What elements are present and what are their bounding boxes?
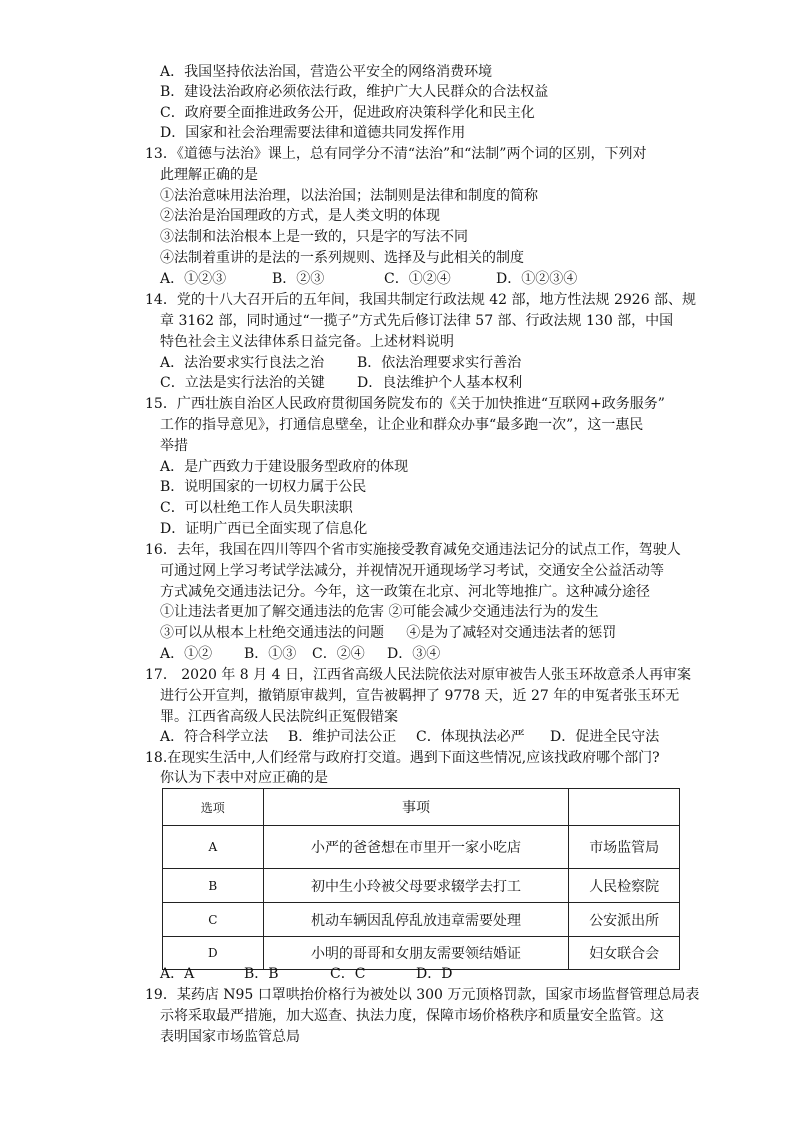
q14-stem-line3: 特色社会主义法律体系日益完备。上述材料说明 [160, 334, 454, 350]
q13-stem-line1: 13．《道德与法治》课上，总有同学分不清“法治”和“法制”两个词的区别，下列对 [145, 146, 647, 162]
q14-options-row1 [160, 353, 521, 373]
q16-stem-line2: 可通过网上学习考试学法减分，并视情况开通现场学习考试，交通安全公益活动等 [160, 563, 664, 579]
q13-stem-line2: 此理解正确的是 [160, 167, 258, 183]
table-header-row [163, 789, 680, 826]
q15-stem-line1: 15．广西壮族自治区人民政府贯彻国务院发布的《关于加快推进“互联网+政务服务” [145, 396, 665, 412]
table-cell-matter: 小明的哥哥和女朋友需要领结婚证 [263, 937, 569, 970]
q15-option-a: A．是广西致力于建设服务型政府的体现 [160, 459, 409, 475]
q16-option-a: A．①② [160, 646, 213, 662]
q14-option-a: A．法治要求实行良法之治 [160, 355, 325, 371]
q19-stem-line1: 19．某药店 N95 口罩哄抬价格行为被处以 300 万元顶格罚款，国家市场监督管理总局表 [145, 987, 700, 1003]
q17-stem-line1: 17． 2020 年 8 月 4 日，江西省高级人民法院依法对原审被告人张玉环故意杀人再审案 [145, 667, 691, 683]
q18-option-c: C．C [330, 966, 366, 982]
q18-option-b: B．B [244, 966, 279, 982]
table-cell-option: D [163, 937, 264, 970]
q15-option-d: D．证明广西已全面实现了信息化 [160, 521, 368, 537]
q16-statements-3-4: ③可以从根本上杜绝交通违法的问题 ④是为了减轻对交通违法者的惩罚 [160, 625, 617, 641]
table-cell-option: B [163, 869, 264, 903]
table-cell-department: 人民检察院 [569, 869, 680, 903]
q18-option-d: D．D [416, 966, 453, 982]
q16-options [160, 644, 440, 664]
table-row [163, 903, 680, 937]
q19-stem-line3: 表明国家市场监管总局 [160, 1029, 300, 1045]
table-header-department [569, 789, 680, 826]
q15-option-b: B．说明国家的一切权力属于公民 [160, 479, 367, 495]
q17-option-d: D．促进全民守法 [550, 729, 660, 745]
table-cell-department: 妇女联合会 [569, 937, 680, 970]
q18-options [160, 964, 452, 984]
q15-option-c: C．可以杜绝工作人员失职渎职 [160, 500, 353, 516]
q12-option-c: C．政府要全面推进政务公开，促进政府决策科学化和民主化 [160, 105, 535, 121]
q18-stem-line2: 你认为下表中对应正确的是 [160, 770, 328, 786]
table-cell-department: 公安派出所 [569, 903, 680, 937]
department-table [162, 788, 680, 970]
q18-option-a: A．A [160, 966, 195, 982]
q15-stem-line2: 工作的指导意见》，打通信息壁垒，让企业和群众办事“最多跑一次”，这一惠民 [160, 417, 644, 433]
q17-stem-line2: 进行公开宣判，撤销原审裁判，宣告被羁押了 9778 天，近 27 年的申冤者张玉环无 [160, 688, 680, 704]
q18-stem-line1: 18.在现实生活中,人们经常与政府打交道。遇到下面这些情况,应该找政府哪个部门? [145, 750, 660, 766]
q17-option-a: A．符合科学立法 [160, 729, 269, 745]
q12-option-d: D．国家和社会治理需要法律和道德共同发挥作用 [160, 125, 466, 141]
q16-stem-line1: 16．去年，我国在四川等四个省市实施接受教育减免交通违法记分的试点工作，驾驶人 [145, 542, 681, 558]
q14-option-b: B．依法治理要求实行善治 [357, 355, 522, 371]
q14-options-row2 [160, 373, 522, 393]
q13-statement-4: ④法制着重讲的是法的一系列规则、选择及与此相关的制度 [160, 250, 524, 266]
q17-options [160, 727, 659, 747]
table-header-option: 选项 [163, 789, 264, 826]
table-header-matter: 事项 [263, 789, 569, 826]
table-cell-matter: 初中生小玲被父母要求辍学去打工 [263, 869, 569, 903]
q14-option-d: D．良法维护个人基本权利 [357, 375, 523, 391]
q13-option-d: D．①②③④ [496, 271, 578, 287]
table-cell-option: C [163, 903, 264, 937]
q16-option-d: D．③④ [387, 646, 441, 662]
q13-statement-1: ①法治意味用法治理，以法治国；法制则是法律和制度的简称 [160, 188, 538, 204]
q16-statements-1-2: ①让违法者更加了解交通违法的危害 ②可能会减少交通违法行为的发生 [160, 604, 599, 620]
q16-stem-line3: 方式减免交通违法记分。今年，这一政策在北京、河北等地推广。这种减分途径 [160, 584, 650, 600]
q13-statement-3: ③法制和法治根本上是一致的，只是字的写法不同 [160, 229, 468, 245]
table-cell-matter: 小严的爸爸想在市里开一家小吃店 [263, 826, 569, 869]
q12-option-b: B．建设法治政府必须依法行政，维护广大人民群众的合法权益 [160, 84, 549, 100]
q14-stem-line1: 14．党的十八大召开后的五年间，我国共制定行政法规 42 部，地方性法规 2926 部、规 [145, 292, 697, 308]
q17-option-b: B．维护司法公正 [288, 729, 397, 745]
table-cell-option: A [163, 826, 264, 869]
table-cell-department: 市场监管局 [569, 826, 680, 869]
q13-option-c: C．①②④ [384, 271, 451, 287]
q19-stem-line2: 示将采取最严措施，加大巡查、执法力度，保障市场价格秩序和质量安全监管。这 [160, 1008, 664, 1024]
q13-options [160, 269, 577, 289]
q13-statement-2: ②法治是治国理政的方式，是人类文明的体现 [160, 208, 440, 224]
q12-option-a: A．我国坚持依法治国，营造公平安全的网络消费环境 [160, 64, 493, 80]
table-cell-matter: 机动车辆因乱停乱放违章需要处理 [263, 903, 569, 937]
table-row [163, 826, 680, 869]
q16-option-b: B．①③ [244, 646, 297, 662]
q16-option-c: C．②④ [312, 646, 365, 662]
q15-stem-line3: 举措 [160, 438, 188, 454]
q13-option-a: A．①②③ [160, 271, 227, 287]
q13-option-b: B．②③ [272, 271, 325, 287]
q17-option-c: C．体现执法必严 [416, 729, 525, 745]
q14-option-c: C．立法是实行法治的关键 [160, 375, 325, 391]
table-row [163, 869, 680, 903]
q14-stem-line2: 章 3162 部，同时通过“一揽子”方式先后修订法律 57 部、行政法规 130 部，中国 [160, 313, 674, 329]
q17-stem-line3: 罪。江西省高级人民法院纠正冤假错案 [160, 709, 398, 725]
